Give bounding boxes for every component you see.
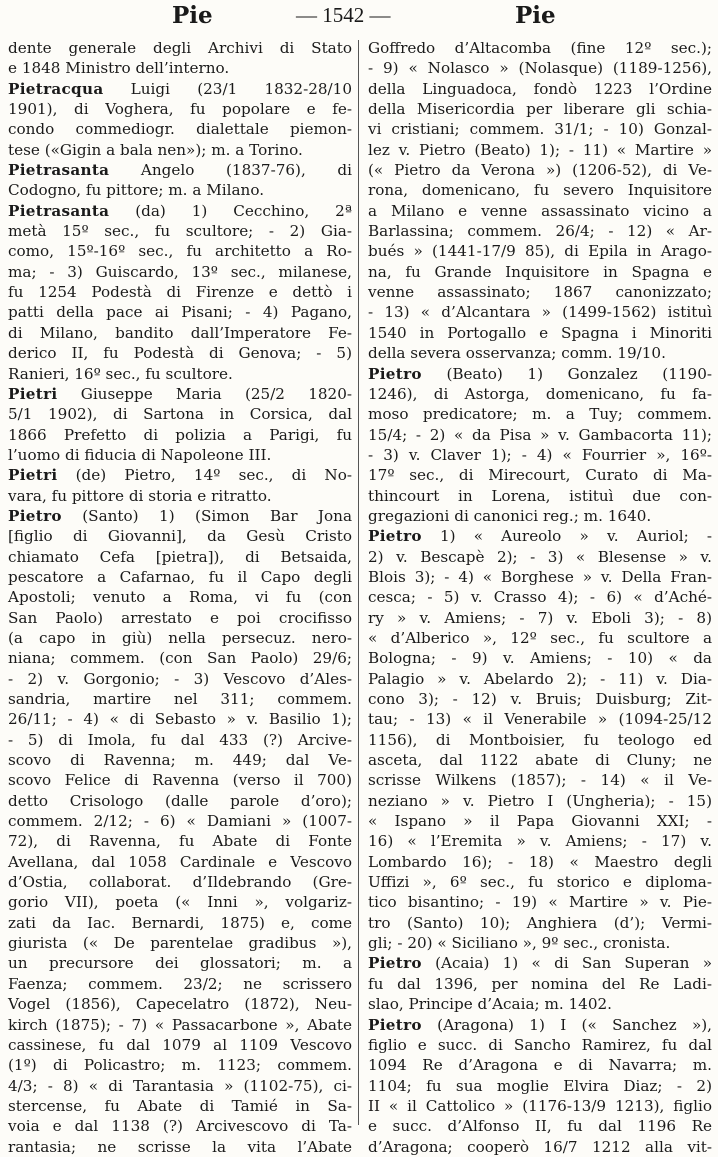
line-text: Goffredo d’Altacomba (fine 12º sec.);	[368, 39, 712, 57]
line-text: pescatore a Cafarnao, fu il Capo degli	[8, 567, 352, 586]
line-text: Apostoli; venuto a Roma, vi fu (con	[8, 588, 352, 607]
entry-headword: Pietrasanta	[8, 161, 110, 180]
line-text: condo commediogr. dialettale piemon-	[8, 120, 352, 139]
line-text: venne assassinato; 1867 canonizzato;	[368, 283, 712, 302]
text-line	[368, 1137, 712, 1157]
line-text: thincourt in Lorena, istituì due con-	[368, 486, 712, 505]
text-line	[8, 302, 352, 322]
line-text: Bologna; - 9) v. Amiens; - 10) « da	[368, 649, 712, 668]
text-line	[368, 628, 712, 648]
text-line	[368, 302, 712, 322]
line-text: - 2) v. Gorgonio; - 3) Vescovo d’Ales-	[8, 669, 352, 688]
entry-headword: Pietro	[368, 1015, 422, 1034]
line-text: cassinese, fu dal 1079 al 1109 Vescovo	[8, 1035, 352, 1054]
text-line	[368, 791, 712, 811]
line-text: 15/4; - 2) « da Pisa » v. Gambacorta 11);	[368, 425, 712, 444]
text-line	[8, 852, 352, 872]
text-line	[8, 730, 352, 750]
text-line	[8, 241, 352, 261]
line-text: d’Ostia, collaborat. d’Ildebrando (Gre-	[8, 873, 352, 892]
text-line	[8, 343, 352, 363]
line-text: gorio VII), poeta (« Inni », volgariz-	[8, 893, 352, 912]
line-text: l’uomo di fiducia di Napoleone III.	[8, 445, 272, 464]
text-line	[8, 1055, 352, 1075]
text-line	[368, 1116, 712, 1136]
line-text: detto Crisologo (dalle parole d’oro);	[8, 791, 352, 810]
line-text: gli; - 20) « Siciliano », 9º sec., cronista.	[368, 934, 671, 953]
text-line	[8, 567, 352, 587]
text-line	[368, 811, 712, 831]
text-line	[8, 221, 352, 241]
entry-first-line	[368, 1015, 712, 1035]
text-line	[368, 831, 712, 851]
left-column	[8, 38, 352, 1156]
line-text: lez v. Pietro (Beato) 1); - 11) « Martire »	[368, 140, 712, 159]
line-text: figlio e succ. di Sancho Ramirez, fu dal	[368, 1035, 712, 1054]
text-line	[368, 689, 712, 709]
text-line	[368, 425, 712, 445]
text-line	[8, 628, 352, 648]
text-line	[368, 79, 712, 99]
line-text: Palagio » v. Abelardo 2); - 11) v. Dia-	[368, 669, 712, 688]
text-line	[8, 58, 352, 78]
line-text: derico II, fu Podestà di Genova; - 5)	[8, 344, 352, 363]
header-right-keyword: Pie	[515, 2, 556, 29]
text-line	[8, 892, 352, 912]
line-text: rantasia; ne scrisse la vita l’Abate	[8, 1137, 352, 1156]
entry-first-line	[8, 384, 352, 404]
line-text: Uffizi », 6º sec., fu storico e diploma-	[368, 873, 712, 892]
text-line	[8, 1137, 352, 1157]
line-text: Angelo (1837-76), di	[109, 161, 352, 180]
text-line	[368, 709, 712, 729]
line-text: della Linguadoca, fondò 1223 l’Ordine	[368, 79, 712, 98]
text-line	[368, 445, 712, 465]
text-line	[8, 445, 352, 465]
line-text: scrisse Wilkens (1857); - 14) « il Ve-	[368, 771, 712, 790]
text-line	[368, 892, 712, 912]
line-text: 16) « l’Eremita » v. Amiens; - 17) v.	[368, 832, 712, 851]
line-text: 1) « Aureolo » v. Auriol; -	[421, 527, 712, 546]
entry-first-line	[368, 364, 712, 384]
line-text: commem. 2/12; - 6) « Damiani » (1007-	[8, 812, 352, 831]
line-text: Blois 3); - 4) « Borghese » v. Della Fran-	[368, 567, 712, 586]
line-text: - 3) v. Claver 1); - 4) « Fourrier », 16º-	[368, 445, 712, 464]
text-line	[8, 99, 352, 119]
text-line	[8, 933, 352, 953]
line-text: Giuseppe Maria (25/2 1820-	[57, 384, 352, 403]
text-line	[8, 364, 352, 384]
text-line	[8, 425, 352, 445]
line-text: (1º) di Policastro; m. 1123; commem.	[8, 1056, 352, 1075]
text-line	[368, 486, 712, 506]
text-line	[368, 994, 712, 1014]
text-line	[8, 38, 352, 58]
line-text: moso predicatore; m. a Tuy; commem.	[368, 405, 712, 424]
entry-first-line	[8, 201, 352, 221]
text-line	[8, 282, 352, 302]
line-text: un precursore dei glossatori; m. a	[8, 954, 352, 973]
text-line	[368, 913, 712, 933]
line-text: asceta, dal 1122 abate di Cluny; ne	[368, 751, 712, 770]
line-text: Lombardo 16); - 18) « Maestro degli	[368, 852, 712, 871]
line-text: Avellana, dal 1058 Cardinale e Vescovo	[8, 852, 352, 871]
line-text: 1156), di Montboisier, fu teologo ed	[368, 730, 712, 749]
text-line	[368, 974, 712, 994]
text-line	[368, 506, 712, 526]
line-text: como, 15º-16º sec., fu architetto a Ro-	[8, 242, 352, 261]
text-line	[8, 486, 352, 506]
line-text: di Milano, bandito dall’Imperatore Fe-	[8, 323, 352, 342]
line-text: 1866 Prefetto di polizia a Parigi, fu	[8, 425, 352, 444]
text-line	[368, 160, 712, 180]
entry-headword: Pietracqua	[8, 79, 104, 98]
line-text: fu 1254 Podestà di Firenze e dettò i	[8, 283, 352, 302]
line-text: voia e dal 1138 (?) Arcivescovo di Ta-	[8, 1117, 352, 1136]
line-text: metà 15º sec., fu scultore; - 2) Gia-	[8, 222, 352, 241]
line-text: e 1848 Ministro dell’interno.	[8, 59, 230, 78]
line-text: scovo Felice di Ravenna (verso il 700)	[8, 771, 352, 790]
text-line	[368, 852, 712, 872]
line-text: fu dal 1396, per nomina del Re Ladi-	[368, 974, 712, 993]
text-line	[8, 140, 352, 160]
right-column	[368, 38, 712, 1156]
line-text: II « il Cattolico » (1176-13/9 1213), figlio	[368, 1096, 712, 1115]
text-line	[8, 689, 352, 709]
line-text: gregazioni di canonici reg.; m. 1640.	[368, 506, 652, 525]
line-text: tau; - 13) « il Venerabile » (1094-25/12	[368, 710, 712, 729]
line-text: ma; - 3) Guiscardo, 13º sec., milanese,	[8, 262, 352, 281]
entry-first-line	[8, 79, 352, 99]
text-line	[368, 770, 712, 790]
text-line	[368, 241, 712, 261]
line-text: tico bisantino; - 19) « Martire » v. Pie-	[368, 893, 712, 912]
text-line	[8, 323, 352, 343]
line-text: Luigi (23/1 1832-28/10	[103, 79, 352, 98]
entry-first-line	[368, 526, 712, 546]
entry-first-line	[8, 506, 352, 526]
line-text: chiamato Cefa [pietra]), di Betsaida,	[8, 547, 352, 566]
line-text: niana; commem. (con San Paolo) 29/6;	[8, 649, 352, 668]
text-line	[8, 587, 352, 607]
entry-headword: Pietrasanta	[8, 201, 110, 220]
page-header	[0, 0, 718, 30]
text-line	[8, 648, 352, 668]
text-line	[8, 791, 352, 811]
line-text: San Paolo) arrestato e poi crocifisso	[8, 608, 352, 627]
line-text: della severa osservanza; comm. 19/10.	[368, 344, 666, 363]
text-line	[8, 831, 352, 851]
line-text: Codogno, fu pittore; m. a Milano.	[8, 181, 265, 200]
line-text: 2) v. Bescapè 2); - 3) « Blesense » v.	[368, 547, 712, 566]
text-line	[368, 38, 712, 58]
entry-first-line	[368, 953, 712, 973]
text-line	[368, 282, 712, 302]
text-line	[368, 99, 712, 119]
line-text: kirch (1875); - 7) « Passacarbone », Abate	[8, 1015, 352, 1034]
text-line	[368, 750, 712, 770]
text-line	[8, 262, 352, 282]
line-text: (a capo in giù) nella persecuz. nero-	[8, 628, 352, 647]
line-text: vara, fu pittore di storia e ritratto.	[8, 486, 272, 505]
line-text: (Acaia) 1) « di San Superan »	[421, 954, 712, 973]
text-line	[368, 404, 712, 424]
line-text: patti della pace ai Pisani; - 4) Pagano,	[8, 303, 352, 322]
text-line	[368, 58, 712, 78]
line-text: rona, domenicano, fu severo Inquisitore	[368, 181, 712, 200]
line-text: giurista (« De parentelae gradibus »),	[8, 934, 352, 953]
entry-headword: Pietro	[368, 954, 422, 973]
text-line	[368, 547, 712, 567]
text-line	[8, 770, 352, 790]
line-text: (« Pietro da Verona ») (1206-52), di Ve-	[368, 161, 712, 180]
text-line	[368, 262, 712, 282]
line-text: Vogel (1856), Capecelatro (1872), Neu-	[8, 995, 352, 1014]
text-line	[8, 1015, 352, 1035]
text-line	[368, 648, 712, 668]
text-line	[8, 119, 352, 139]
line-text: 1540 in Portogallo e Spagna i Minoriti	[368, 323, 712, 342]
text-line	[8, 547, 352, 567]
entry-headword: Pietri	[8, 466, 58, 485]
line-text: 5/1 1902), di Sartona in Corsica, dal	[8, 405, 352, 424]
line-text: cesca; - 5) v. Crasso 4); - 6) « d’Aché-	[368, 588, 712, 607]
text-line	[8, 1035, 352, 1055]
line-text: - 9) « Nolasco » (Nolasque) (1189-1256),	[368, 59, 712, 78]
entry-first-line	[8, 465, 352, 485]
text-line	[368, 180, 712, 200]
line-text: « Ispano » il Papa Giovanni XXI; -	[368, 812, 712, 831]
line-text: (Santo) 1) (Simon Bar Jona	[61, 506, 352, 525]
line-text: 17º sec., di Mirecourt, Curato di Ma-	[368, 466, 712, 485]
text-line	[368, 119, 712, 139]
line-text: cono 3); - 12) v. Bruis; Duisburg; Zit-	[368, 690, 712, 708]
line-text: (Beato) 1) Gonzalez (1190-	[421, 364, 712, 383]
line-text: ry » v. Amiens; - 7) v. Eboli 3); - 8)	[368, 608, 712, 627]
line-text: bués » (1441-17/9 85), di Epila in Arago-	[368, 242, 712, 261]
text-line	[368, 669, 712, 689]
line-text: 1104; fu sua moglie Elvira Diaz; - 2)	[368, 1076, 712, 1095]
line-text: na, fu Grande Inquisitore in Spagna e	[368, 262, 712, 281]
text-line	[8, 669, 352, 689]
entry-headword: Pietri	[8, 384, 58, 403]
line-text: 72), di Ravenna, fu Abate di Fonte	[8, 832, 352, 851]
line-text: 1246), di Astorga, domenicano, fu fa-	[368, 384, 712, 403]
line-text: [figlio di Giovanni], da Gesù Cristo	[8, 527, 352, 546]
line-text: e succ. d’Alfonso II, fu dal 1196 Re	[368, 1117, 712, 1136]
text-line	[8, 1116, 352, 1136]
entry-first-line	[8, 160, 352, 180]
text-line	[8, 1076, 352, 1096]
line-text: d’Aragona; cooperò 16/7 1212 alla vit-	[368, 1137, 712, 1156]
line-text: - 5) di Imola, fu dal 433 (?) Arcive-	[8, 730, 352, 749]
text-line	[368, 1035, 712, 1055]
line-text: tese («Gigin a bala nen»); m. a Torino.	[8, 140, 303, 159]
line-text: 1094 Re d’Aragona e di Navarra; m.	[368, 1056, 712, 1075]
line-text: sandria, martire nel 311; commem.	[8, 690, 352, 708]
text-line	[368, 1076, 712, 1096]
column-divider	[358, 40, 359, 1125]
text-line	[8, 709, 352, 729]
text-line	[8, 913, 352, 933]
text-line	[368, 323, 712, 343]
line-text: 4/3; - 8) « di Tarantasia » (1102-75), ci-	[8, 1076, 352, 1095]
line-text: Ranieri, 16º sec., fu scultore.	[8, 364, 233, 383]
line-text: zati da Iac. Bernardi, 1875) e, come	[8, 913, 352, 932]
entry-headword: Pietro	[8, 506, 62, 525]
line-text: dente generale degli Archivi di Stato	[8, 39, 352, 57]
text-line	[8, 953, 352, 973]
line-text: (de) Pietro, 14º sec., di No-	[57, 466, 352, 485]
text-line	[368, 608, 712, 628]
text-line	[8, 974, 352, 994]
line-text: vi cristiani; commem. 31/1; - 10) Gonzal-	[368, 120, 712, 139]
text-line	[368, 465, 712, 485]
line-text: (Aragona) 1) I (« Sanchez »),	[421, 1015, 712, 1034]
line-text: neziano » v. Pietro I (Ungheria); - 15)	[368, 791, 712, 810]
entry-headword: Pietro	[368, 527, 422, 546]
line-text: tro (Santo) 10); Anghiera (d’); Vermi-	[368, 913, 712, 932]
entry-headword: Pietro	[368, 364, 422, 383]
text-line	[8, 994, 352, 1014]
page-number: — 1542 —	[296, 3, 391, 27]
text-line	[8, 180, 352, 200]
line-text: « d’Alberico », 12º sec., fu scultore a	[368, 628, 712, 647]
text-line	[8, 872, 352, 892]
text-line	[368, 933, 712, 953]
line-text: 1901), di Voghera, fu popolare e fe-	[8, 100, 352, 119]
text-line	[368, 343, 712, 363]
text-line	[368, 1096, 712, 1116]
text-line	[368, 567, 712, 587]
line-text: Barlassina; commem. 26/4; - 12) « Ar-	[368, 222, 712, 241]
line-text: 26/11; - 4) « di Sebasto » v. Basilio 1);	[8, 710, 352, 729]
text-line	[368, 384, 712, 404]
text-line	[368, 587, 712, 607]
line-text: scovo di Ravenna; m. 449; dal Ve-	[8, 751, 352, 770]
text-line	[8, 526, 352, 546]
text-line	[8, 608, 352, 628]
text-line	[368, 872, 712, 892]
header-left-keyword: Pie	[172, 2, 213, 29]
text-line	[368, 140, 712, 160]
text-line	[368, 221, 712, 241]
text-line	[368, 1055, 712, 1075]
text-line	[368, 730, 712, 750]
text-line	[8, 404, 352, 424]
line-text: (da) 1) Cecchino, 2ª	[109, 201, 352, 220]
line-text: - 13) « d’Alcantara » (1499-1562) istituì	[368, 303, 712, 322]
line-text: slao, Principe d’Acaia; m. 1402.	[368, 995, 612, 1014]
text-line	[8, 811, 352, 831]
text-line	[8, 1096, 352, 1116]
line-text: Faenza; commem. 23/2; ne scrissero	[8, 974, 352, 993]
line-text: a Milano e venne assassinato vicino a	[368, 201, 712, 220]
line-text: stercense, fu Abate di Tamié in Sa-	[8, 1096, 352, 1115]
text-line	[368, 201, 712, 221]
line-text: della Misericordia per liberare gli schia-	[368, 100, 712, 119]
text-line	[8, 750, 352, 770]
